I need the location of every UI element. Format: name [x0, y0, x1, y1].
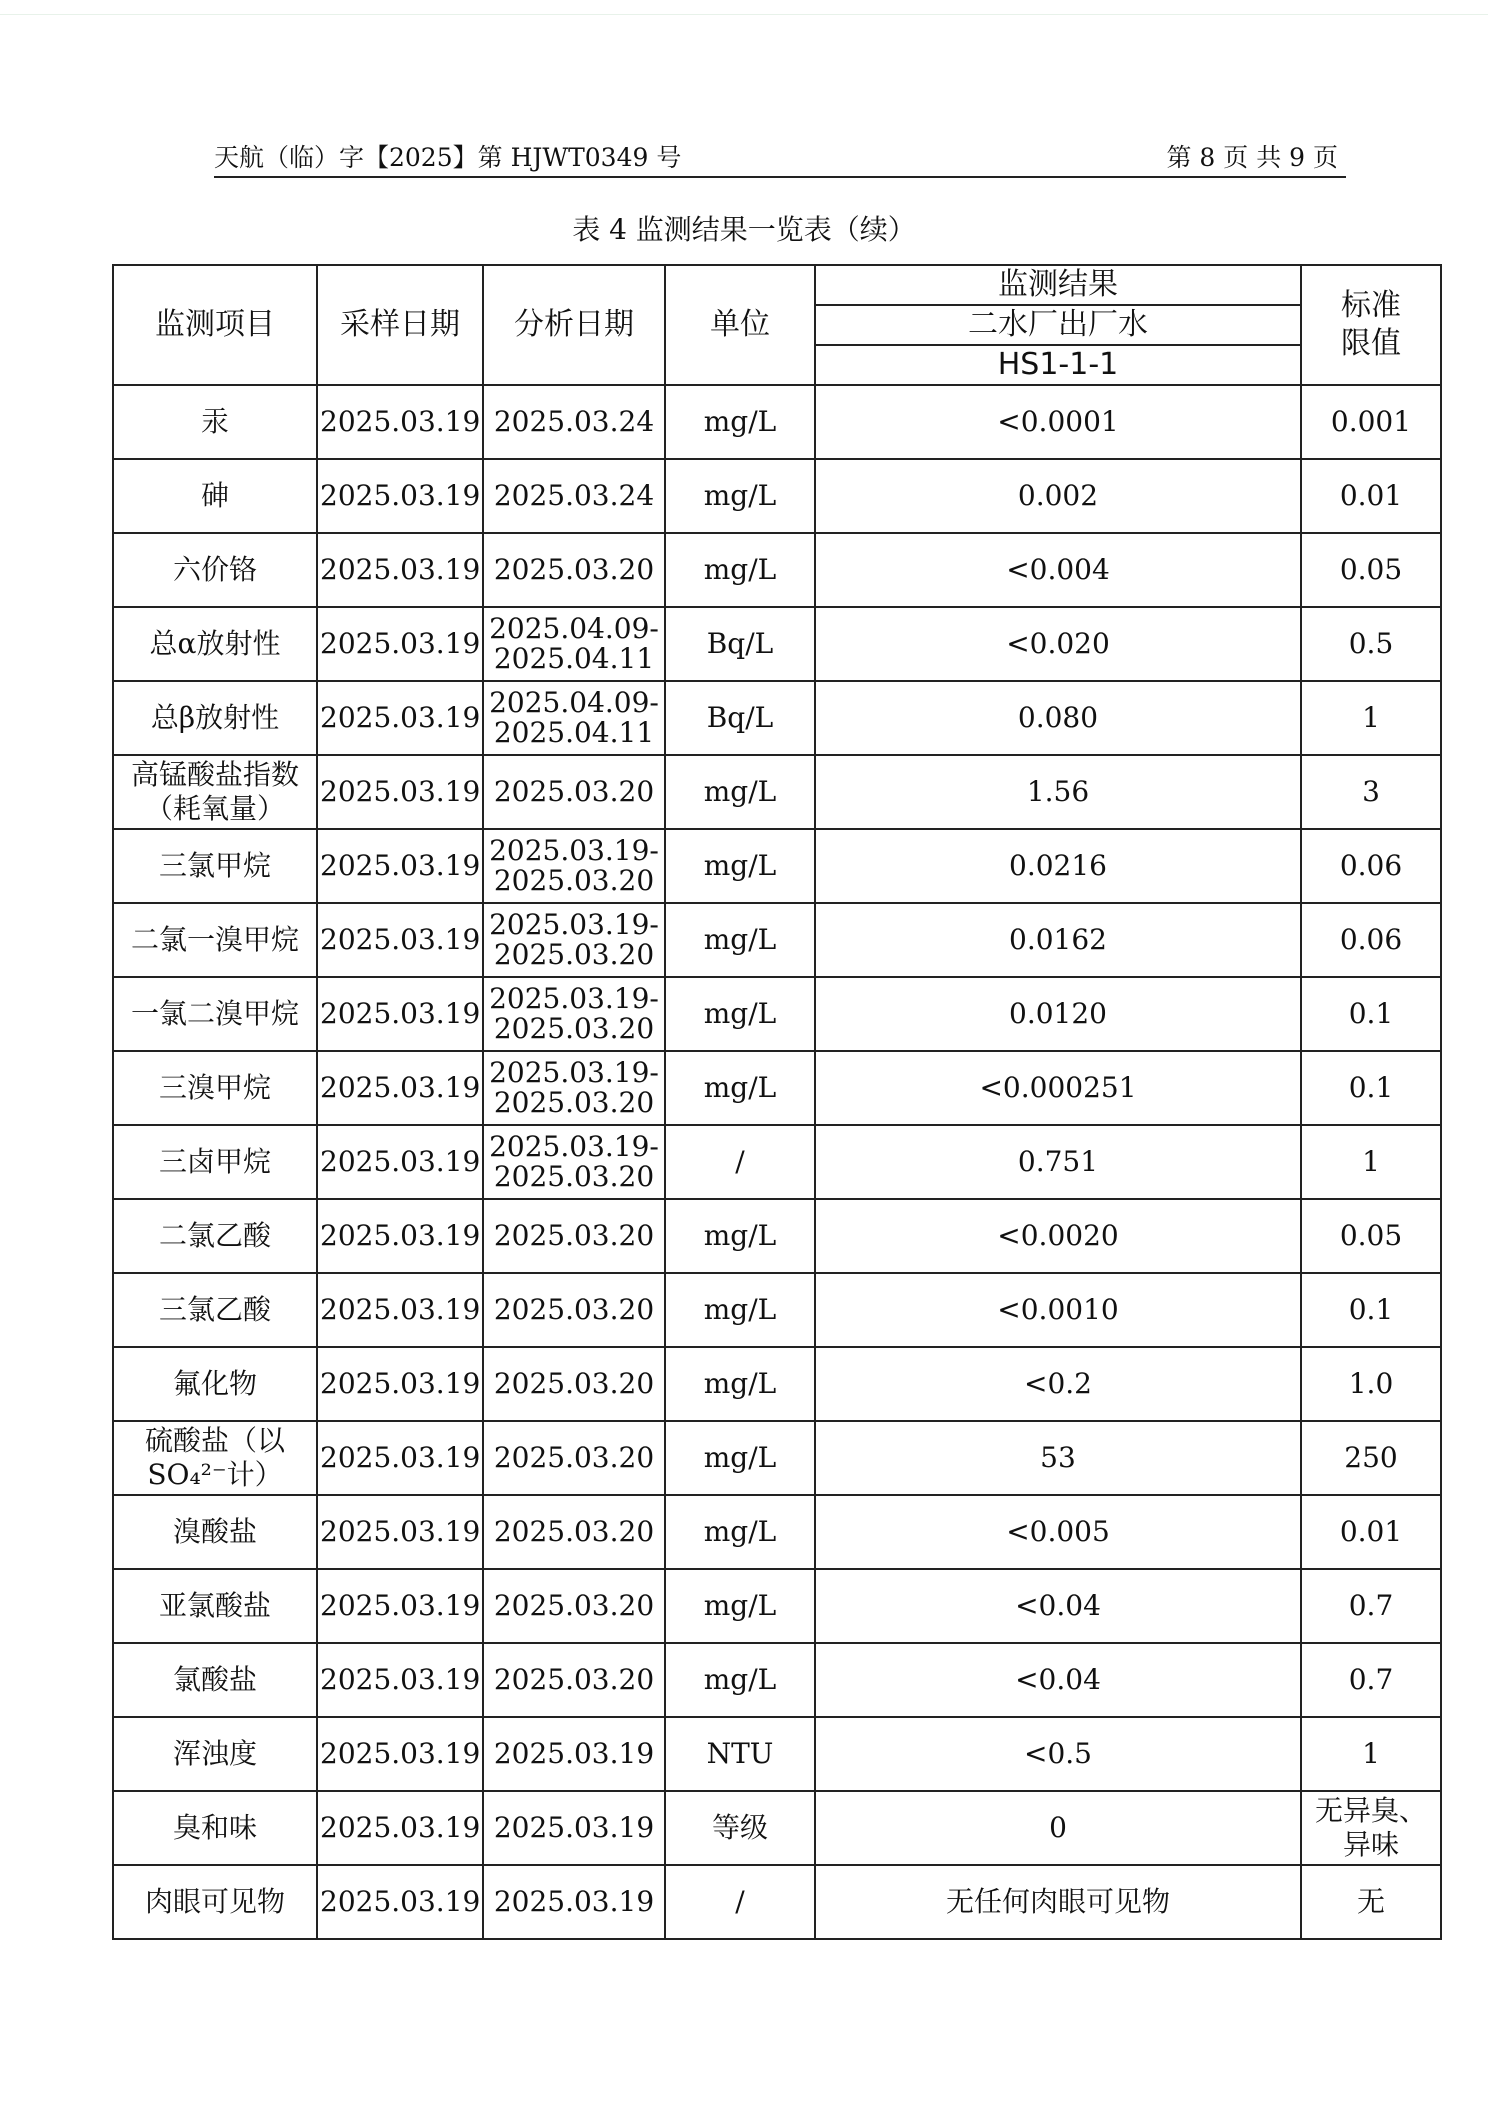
analysis-date-cell: 2025.03.20: [483, 1347, 665, 1421]
result-cell: 无任何肉眼可见物: [815, 1865, 1301, 1939]
item-cell: 汞: [113, 385, 317, 459]
scan-top-edge: [0, 14, 1488, 15]
unit-cell: mg/L: [665, 1051, 815, 1125]
unit-cell: mg/L: [665, 1643, 815, 1717]
item-cell: 氟化物: [113, 1347, 317, 1421]
result-cell: 0.080: [815, 681, 1301, 755]
result-cell: <0.5: [815, 1717, 1301, 1791]
unit-cell: mg/L: [665, 977, 815, 1051]
limit-cell: 0.1: [1301, 977, 1441, 1051]
item-cell: 三氯甲烷: [113, 829, 317, 903]
sample-date-cell: 2025.03.19: [317, 1199, 483, 1273]
item-cell: 三卤甲烷: [113, 1125, 317, 1199]
result-cell: 0.0216: [815, 829, 1301, 903]
table-row: [113, 1125, 1441, 1199]
page-number: 第 8 页 共 9 页: [1166, 143, 1338, 172]
sample-date-cell: 2025.03.19: [317, 459, 483, 533]
analysis-date-cell: 2025.03.20: [483, 1273, 665, 1347]
unit-cell: mg/L: [665, 385, 815, 459]
table-row: [113, 1643, 1441, 1717]
limit-cell: 3: [1301, 755, 1441, 829]
limit-cell: 1.0: [1301, 1347, 1441, 1421]
sample-date-cell: 2025.03.19: [317, 755, 483, 829]
result-cell: <0.000251: [815, 1051, 1301, 1125]
table-row: [113, 1791, 1441, 1865]
result-cell: <0.0001: [815, 385, 1301, 459]
unit-cell: mg/L: [665, 1569, 815, 1643]
results-body: [113, 385, 1441, 1939]
analysis-date-cell: 2025.03.20: [483, 1643, 665, 1717]
analysis-date-cell: 2025.03.19-2025.03.20: [483, 829, 665, 903]
item-cell: 浑浊度: [113, 1717, 317, 1791]
analysis-date-cell: 2025.03.20: [483, 1421, 665, 1495]
unit-cell: mg/L: [665, 1199, 815, 1273]
analysis-date-cell: 2025.03.19: [483, 1717, 665, 1791]
sample-date-cell: 2025.03.19: [317, 681, 483, 755]
result-cell: <0.020: [815, 607, 1301, 681]
item-cell: 总β放射性: [113, 681, 317, 755]
table-row: [113, 1273, 1441, 1347]
sample-date-cell: 2025.03.19: [317, 385, 483, 459]
analysis-date-cell: 2025.03.20: [483, 1569, 665, 1643]
analysis-date-cell: 2025.03.19-2025.03.20: [483, 977, 665, 1051]
analysis-date-cell: 2025.03.20: [483, 1495, 665, 1569]
table-row: [113, 1569, 1441, 1643]
header-sample-code: HS1-1-1: [815, 345, 1301, 385]
unit-cell: Bq/L: [665, 607, 815, 681]
unit-cell: mg/L: [665, 829, 815, 903]
sample-date-cell: 2025.03.19: [317, 1347, 483, 1421]
result-cell: 0.0120: [815, 977, 1301, 1051]
item-cell: 肉眼可见物: [113, 1865, 317, 1939]
sample-date-cell: 2025.03.19: [317, 829, 483, 903]
analysis-date-cell: 2025.03.19-2025.03.20: [483, 1051, 665, 1125]
header-limit: 标准限值: [1301, 265, 1441, 385]
analysis-date-cell: 2025.03.19: [483, 1791, 665, 1865]
table-row: [113, 829, 1441, 903]
item-cell: 硫酸盐（以SO₄²⁻计）: [113, 1421, 317, 1495]
item-cell: 二氯乙酸: [113, 1199, 317, 1273]
header-item: 监测项目: [113, 265, 317, 385]
unit-cell: mg/L: [665, 1421, 815, 1495]
result-cell: 0.0162: [815, 903, 1301, 977]
sample-date-cell: 2025.03.19: [317, 977, 483, 1051]
result-cell: 53: [815, 1421, 1301, 1495]
sample-date-cell: 2025.03.19: [317, 1791, 483, 1865]
unit-cell: 等级: [665, 1791, 815, 1865]
result-cell: <0.0010: [815, 1273, 1301, 1347]
analysis-date-cell: 2025.03.24: [483, 385, 665, 459]
header-divider: [214, 176, 1346, 178]
item-cell: 砷: [113, 459, 317, 533]
analysis-date-cell: 2025.03.19-2025.03.20: [483, 1125, 665, 1199]
unit-cell: mg/L: [665, 1347, 815, 1421]
limit-cell: 0.01: [1301, 1495, 1441, 1569]
table-row: [113, 1199, 1441, 1273]
item-cell: 三氯乙酸: [113, 1273, 317, 1347]
limit-cell: 0.7: [1301, 1569, 1441, 1643]
item-cell: 三溴甲烷: [113, 1051, 317, 1125]
table-row: [113, 1051, 1441, 1125]
report-number: 天航（临）字【2025】第 HJWT0349 号: [214, 143, 682, 172]
item-cell: 臭和味: [113, 1791, 317, 1865]
table-row: [113, 1421, 1441, 1495]
table-row: [113, 977, 1441, 1051]
limit-cell: 0.001: [1301, 385, 1441, 459]
item-cell: 氯酸盐: [113, 1643, 317, 1717]
sample-date-cell: 2025.03.19: [317, 903, 483, 977]
sample-date-cell: 2025.03.19: [317, 1643, 483, 1717]
analysis-date-cell: 2025.03.20: [483, 755, 665, 829]
page-header: [214, 138, 1346, 174]
table-row: [113, 1717, 1441, 1791]
analysis-date-cell: 2025.03.20: [483, 533, 665, 607]
sample-date-cell: 2025.03.19: [317, 1865, 483, 1939]
analysis-date-cell: 2025.03.19-2025.03.20: [483, 903, 665, 977]
limit-cell: 250: [1301, 1421, 1441, 1495]
analysis-date-cell: 2025.04.09-2025.04.11: [483, 681, 665, 755]
limit-cell: 1: [1301, 1125, 1441, 1199]
limit-cell: 0.05: [1301, 533, 1441, 607]
unit-cell: Bq/L: [665, 681, 815, 755]
limit-cell: 0.06: [1301, 829, 1441, 903]
analysis-date-cell: 2025.03.19: [483, 1865, 665, 1939]
table-row: [113, 1865, 1441, 1939]
unit-cell: /: [665, 1865, 815, 1939]
item-cell: 总α放射性: [113, 607, 317, 681]
sample-date-cell: 2025.03.19: [317, 607, 483, 681]
limit-cell: 0.05: [1301, 1199, 1441, 1273]
analysis-date-cell: 2025.03.24: [483, 459, 665, 533]
result-cell: <0.04: [815, 1643, 1301, 1717]
result-cell: 0.751: [815, 1125, 1301, 1199]
unit-cell: NTU: [665, 1717, 815, 1791]
item-cell: 一氯二溴甲烷: [113, 977, 317, 1051]
sample-date-cell: 2025.03.19: [317, 1495, 483, 1569]
header-sample-date: 采样日期: [317, 265, 483, 385]
item-cell: 六价铬: [113, 533, 317, 607]
sample-date-cell: 2025.03.19: [317, 1717, 483, 1791]
result-cell: 0: [815, 1791, 1301, 1865]
sample-date-cell: 2025.03.19: [317, 533, 483, 607]
unit-cell: mg/L: [665, 533, 815, 607]
header-unit: 单位: [665, 265, 815, 385]
header-result-group: 监测结果: [815, 265, 1301, 305]
result-cell: <0.2: [815, 1347, 1301, 1421]
result-cell: <0.005: [815, 1495, 1301, 1569]
limit-cell: 1: [1301, 1717, 1441, 1791]
result-cell: 1.56: [815, 755, 1301, 829]
header-site: 二水厂出厂水: [815, 305, 1301, 345]
table-row: [113, 681, 1441, 755]
limit-cell: 无: [1301, 1865, 1441, 1939]
limit-cell: 1: [1301, 681, 1441, 755]
item-cell: 溴酸盐: [113, 1495, 317, 1569]
unit-cell: mg/L: [665, 1273, 815, 1347]
table-row: [113, 459, 1441, 533]
sample-date-cell: 2025.03.19: [317, 1273, 483, 1347]
limit-cell: 无异臭、异味: [1301, 1791, 1441, 1865]
limit-cell: 0.7: [1301, 1643, 1441, 1717]
limit-cell: 0.06: [1301, 903, 1441, 977]
item-cell: 高锰酸盐指数（耗氧量）: [113, 755, 317, 829]
unit-cell: mg/L: [665, 1495, 815, 1569]
table-row: [113, 903, 1441, 977]
unit-cell: mg/L: [665, 459, 815, 533]
limit-cell: 0.01: [1301, 459, 1441, 533]
result-cell: <0.0020: [815, 1199, 1301, 1273]
unit-cell: /: [665, 1125, 815, 1199]
results-table: [112, 264, 1442, 1940]
unit-cell: mg/L: [665, 755, 815, 829]
item-cell: 亚氯酸盐: [113, 1569, 317, 1643]
result-cell: <0.04: [815, 1569, 1301, 1643]
table-row: [113, 607, 1441, 681]
table-row: [113, 1347, 1441, 1421]
item-cell: 二氯一溴甲烷: [113, 903, 317, 977]
table-row: [113, 755, 1441, 829]
result-cell: 0.002: [815, 459, 1301, 533]
limit-cell: 0.1: [1301, 1273, 1441, 1347]
sample-date-cell: 2025.03.19: [317, 1569, 483, 1643]
sample-date-cell: 2025.03.19: [317, 1125, 483, 1199]
table-row: [113, 385, 1441, 459]
table-row: [113, 533, 1441, 607]
limit-cell: 0.1: [1301, 1051, 1441, 1125]
unit-cell: mg/L: [665, 903, 815, 977]
table-title: 表 4 监测结果一览表（续）: [572, 213, 916, 246]
result-cell: <0.004: [815, 533, 1301, 607]
table-row: [113, 1495, 1441, 1569]
sample-date-cell: 2025.03.19: [317, 1421, 483, 1495]
limit-cell: 0.5: [1301, 607, 1441, 681]
sample-date-cell: 2025.03.19: [317, 1051, 483, 1125]
analysis-date-cell: 2025.04.09-2025.04.11: [483, 607, 665, 681]
header-analysis-date: 分析日期: [483, 265, 665, 385]
analysis-date-cell: 2025.03.20: [483, 1199, 665, 1273]
